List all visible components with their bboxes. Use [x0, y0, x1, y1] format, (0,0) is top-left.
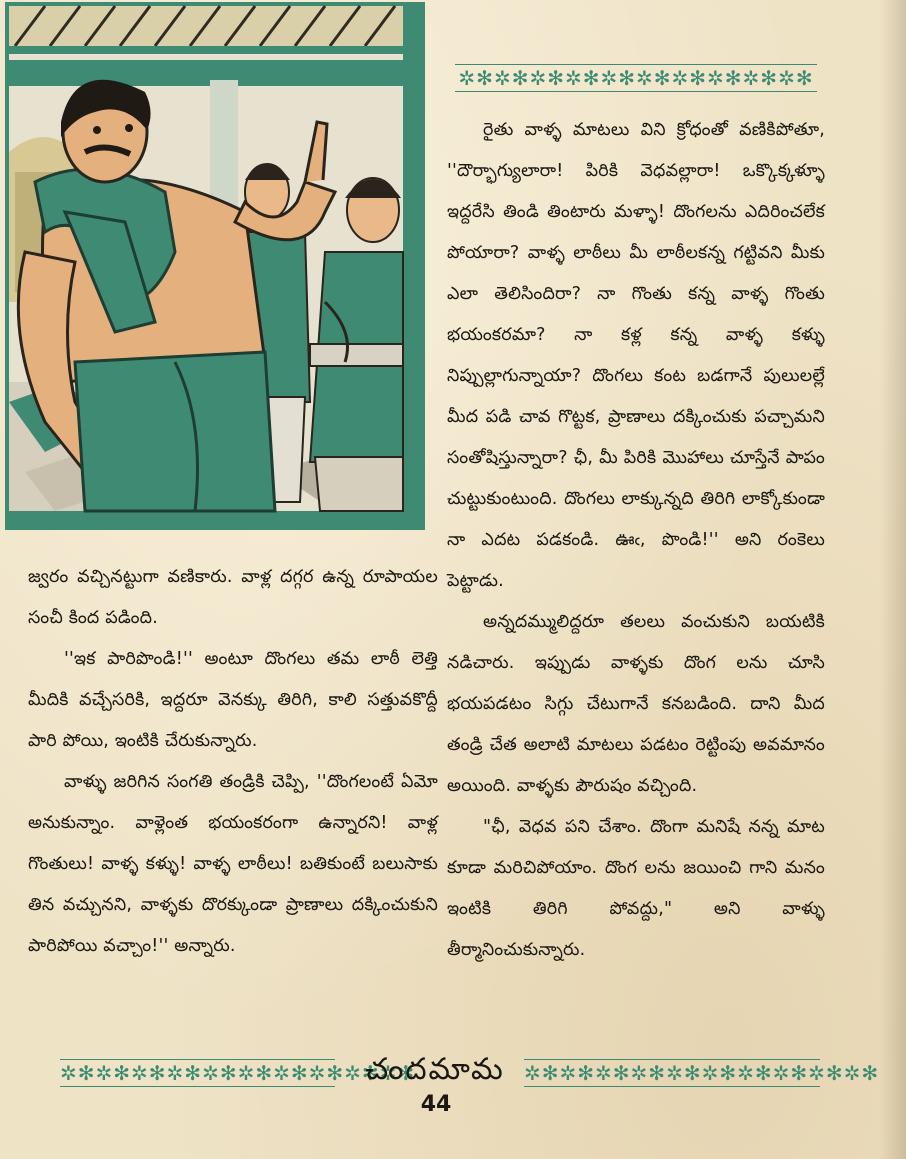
paragraph: రైతు వాళ్ళ మాటలు విని క్రోధంతో వణికిపోతూ, ''దౌర్భాగ్యులారా! పిరికి వెధవల్లారా! ఒక్కొక్కళ్ళూ ఇద్దరేసి తిండి తింటారు మళ్ళా! దొంగలను ఎదిరించలేక పోయారా? వాళ్ళ లాఠీలు మీ లాఠీలకన్న గట్టివని మీకు ఎలా తెలిసిందిరా? నా గొంతు కన్న వాళ్ళ గొంతు భయంకరమా? నా కళ్ల కన్న వాళ్ళ కళ్ళు నిప్పుల్లాగున్నాయా? దొంగలు కంట బడగానే పులులల్లే మీద పడి చావ గొట్టక, ప్రాణాలు దక్కించుకు పచ్చామని సంతోషిస్తున్నారా? ఛీ, మీ పిరికి మొహాలు చూస్తేనే పాపం చుట్టుకుంటుంది. దొంగలు లాక్కున్నది తిరిగి లాక్కోకుండా నా ఎదట పడకండి. ఊఁ, పొండి!'' అని రంకెలు పెట్టాడు. — [447, 120, 825, 591]
men-illustration-icon — [5, 2, 425, 530]
paragraph: వాళ్ళు జరిగిన సంగతి తండ్రికి చెప్పి, ''దొంగలంటే ఏమో అనుకున్నాం. వాళ్లెంత భయంకరంగా ఉన్నారని! వాళ్ల గొంతులు! వాళ్ళ కళ్ళు! వాళ్ళ లాఠీలు! బతికుంటే బలుసాకు తిన వచ్చునని, వాళ్ళకు దొరక్కుండా ప్రాణాలు దక్కించుకుని పారిపోయి వచ్చాం!'' అన్నారు. — [28, 772, 438, 956]
decorative-border-top: ✲✻✲✻✲✻✲✻✲✻✲✻✲✻✲✻✲✻✲✻ — [455, 64, 817, 92]
page-edge-shadow — [880, 0, 906, 1159]
page-number: 44 — [420, 1092, 452, 1117]
decorative-border-bottom-right: ✲✻✲✻✲✻✲✻✲✻✲✻✲✻✲✻✲✻✲✻ — [524, 1061, 880, 1085]
story-illustration — [5, 2, 425, 530]
right-text-column — [447, 110, 825, 971]
paragraph: జ్వరం వచ్చినట్టుగా వణికారు. వాళ్ల దగ్గర ఉన్న రూపాయల సంచీ కింద పడింది. — [28, 567, 438, 628]
decorative-border-bottom-left: ✲✻✲✻✲✻✲✻✲✻✲✻✲✻✲✻✲✻✲✻ — [60, 1061, 416, 1085]
magazine-name: చందమామ — [365, 1052, 505, 1087]
paragraph: "ఛీ, వెధవ పని చేశాం. దొంగా మనిషే నన్న మాట కూడా మరిచిపోయాం. దొంగ లను జయించి గాని మనం ఇంటికి తిరిగి పోవద్దు," అని వాళ్ళు తీర్మానించుకున్నారు. — [447, 817, 825, 960]
paragraph: అన్నదమ్ములిద్దరూ తలలు వంచుకుని బయటికి నడిచారు. ఇప్పుడు వాళ్ళకు దొంగ లను చూసి భయపడటం సిగ్గు చేటుగానే కనబడింది. దాని మీద తండ్రి చేత అలాటి మాటలు పడటం రెట్టింపు అవమానం అయింది. వాళ్ళకు పౌరుషం వచ్చింది. — [447, 612, 825, 796]
left-text-column — [28, 557, 438, 967]
paragraph: ''ఇక పారిపొండి!'' అంటూ దొంగలు తమ లాఠీ లెత్తి మీదికి వచ్చేసరికి, ఇద్దరూ వెనక్కు తిరిగి, కాలి సత్తువకొద్దీ పారి పోయి, ఇంటికి చేరుకున్నారు. — [28, 649, 438, 751]
